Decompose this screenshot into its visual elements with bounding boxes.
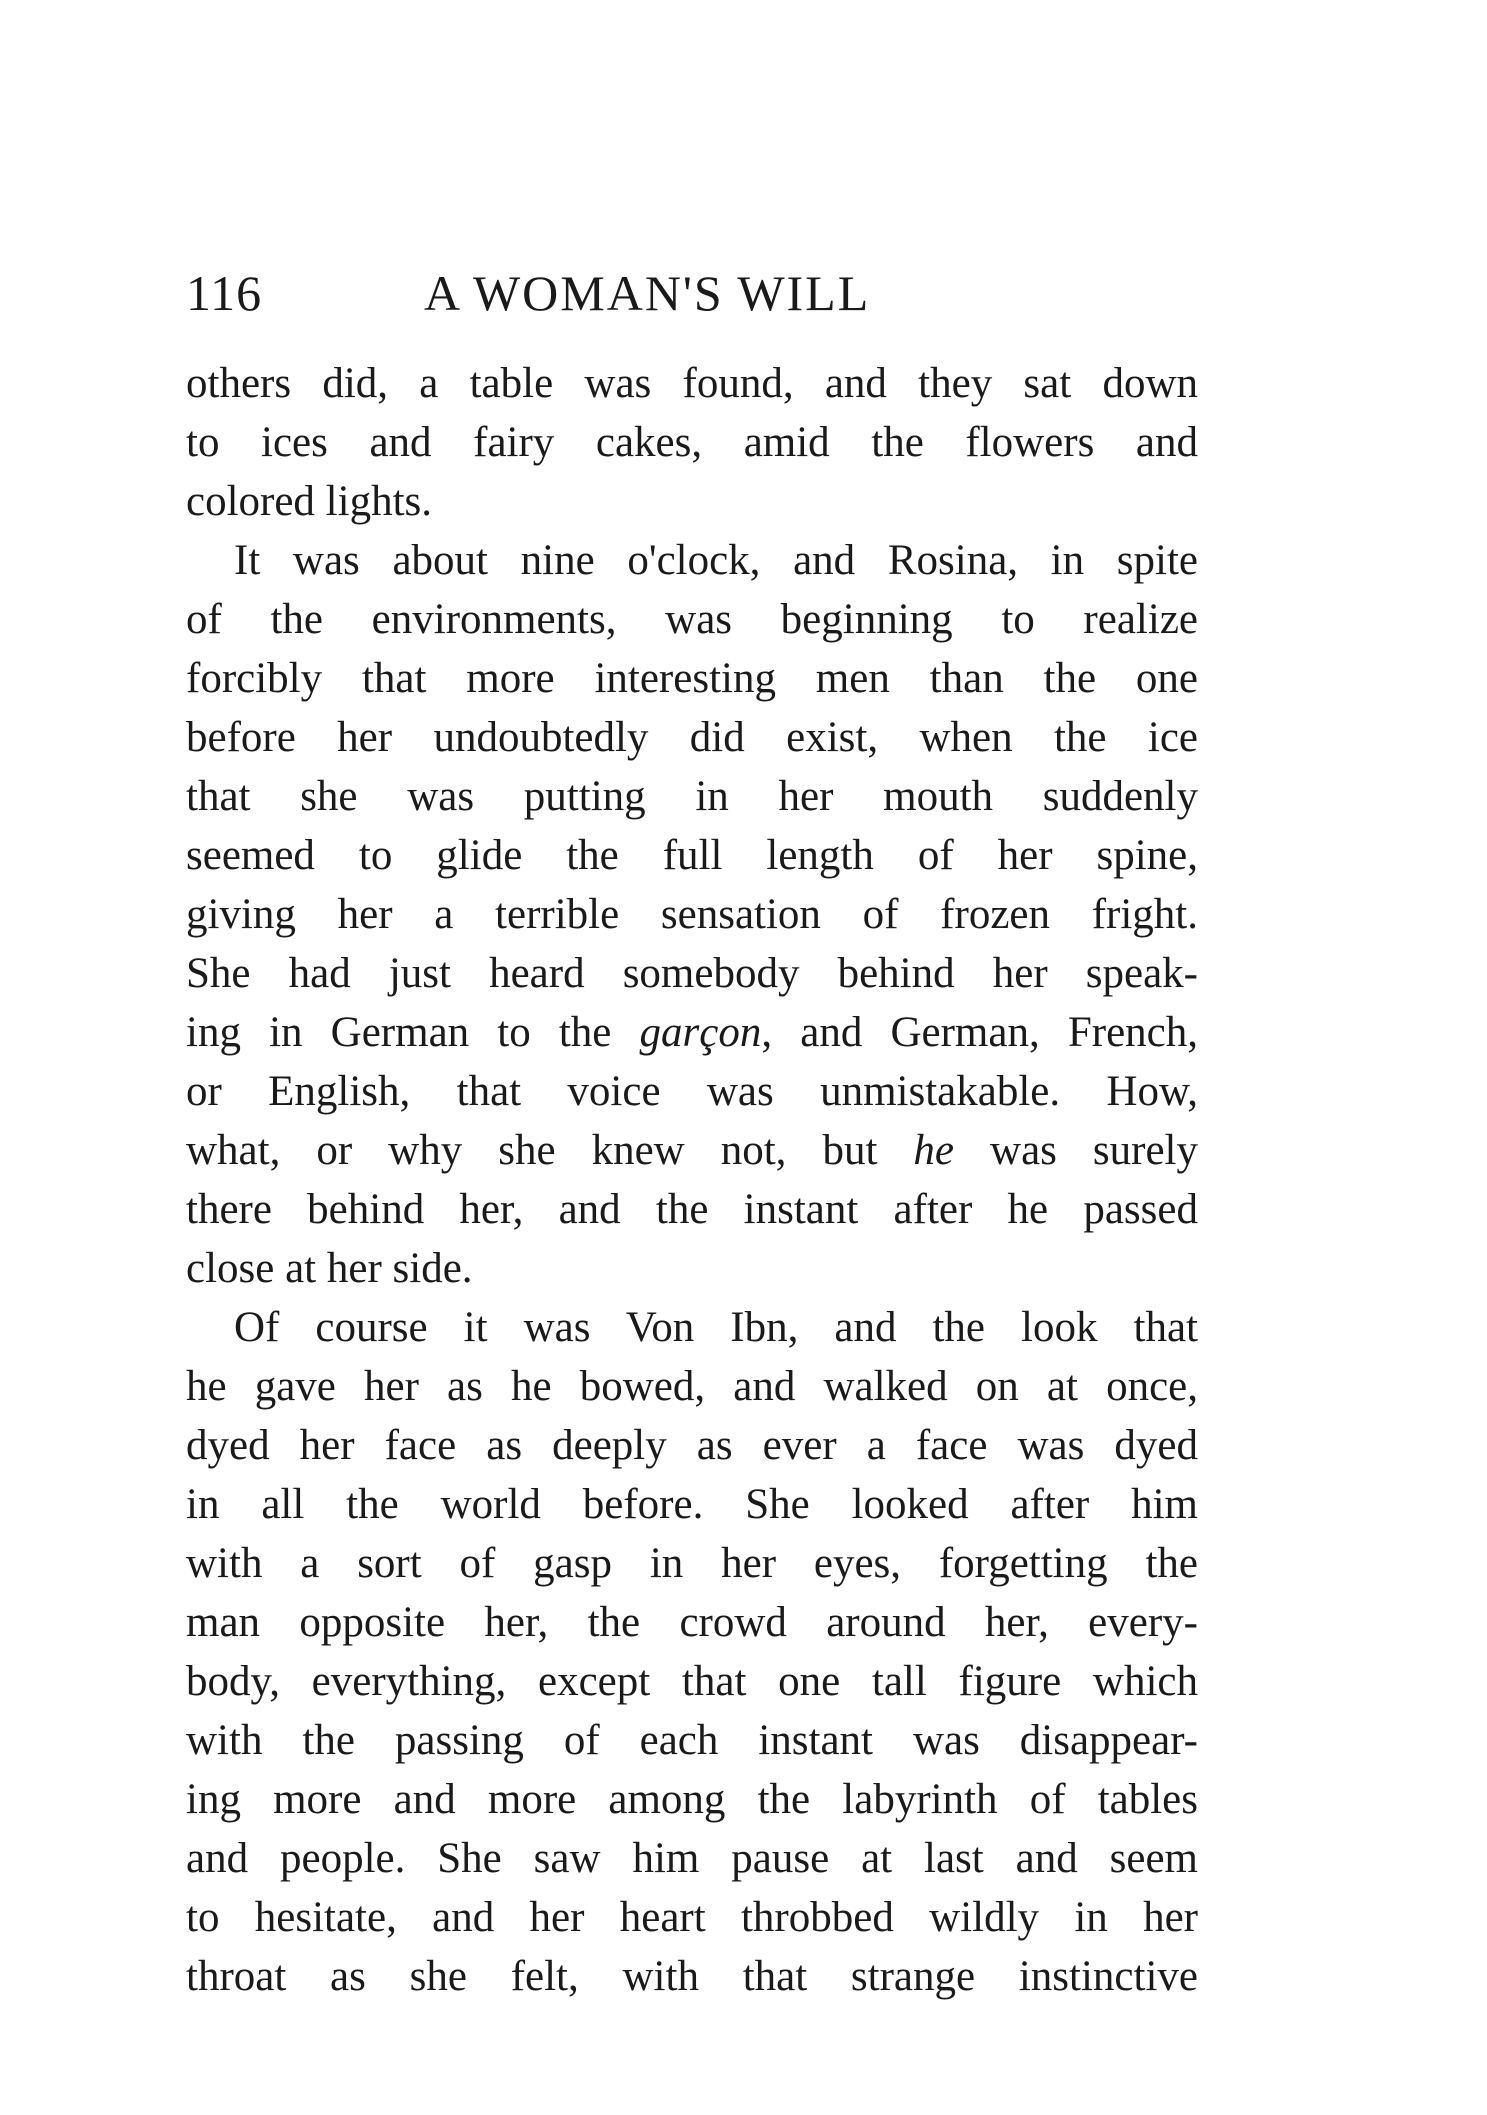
text-line: forcibly that more interesting men than the one xyxy=(186,655,1198,702)
text-line: Of course it was Von Ibn, and the look that xyxy=(234,1304,1198,1351)
text-line: others did, a table was found, and they sat down xyxy=(186,360,1198,407)
body-text xyxy=(186,354,1198,2006)
text-segment: ing in German to the xyxy=(186,1009,640,1056)
text-line: and people. She saw him pause at last and seem xyxy=(186,1835,1198,1882)
text-line: It was about nine o'clock, and Rosina, in spite xyxy=(234,537,1198,584)
text-line: She had just heard somebody behind her speak- xyxy=(186,950,1198,997)
text-line: dyed her face as deeply as ever a face was dyed xyxy=(186,1422,1198,1469)
text-line: of the environments, was beginning to realize xyxy=(186,596,1198,643)
text-line: body, everything, except that one tall figure which xyxy=(186,1658,1198,1705)
text-segment: , and German, French, xyxy=(761,1009,1198,1056)
text-segment: was surely xyxy=(954,1127,1199,1174)
text-line: ing more and more among the labyrinth of tables xyxy=(186,1776,1198,1823)
text-line: there behind her, and the instant after he passed xyxy=(186,1186,1198,1233)
text-line xyxy=(186,1003,1198,1062)
text-line: with the passing of each instant was disappear- xyxy=(186,1717,1198,1764)
text-line: in all the world before. She looked after him xyxy=(186,1481,1198,1528)
page-number: 116 xyxy=(186,265,263,321)
text-line xyxy=(186,1121,1198,1180)
text-line: close at her side. xyxy=(186,1245,473,1292)
page-header xyxy=(186,258,1196,328)
text-line: with a sort of gasp in her eyes, forgetting the xyxy=(186,1540,1198,1587)
text-line: to ices and fairy cakes, amid the flowers and xyxy=(186,419,1198,466)
italic-word: he xyxy=(913,1127,955,1174)
text-line: giving her a terrible sensation of frozen fright. xyxy=(186,891,1198,938)
text-line: seemed to glide the full length of her spine, xyxy=(186,832,1198,879)
text-segment: what, or why she knew not, but xyxy=(186,1127,914,1174)
text-line: he gave her as he bowed, and walked on at once, xyxy=(186,1363,1198,1410)
text-line: throat as she felt, with that strange instinctive xyxy=(186,1953,1198,2000)
text-line: colored lights. xyxy=(186,478,433,525)
text-line: that she was putting in her mouth suddenly xyxy=(186,773,1198,820)
text-line: or English, that voice was unmistakable. How, xyxy=(186,1068,1198,1115)
text-line: man opposite her, the crowd around her, every- xyxy=(186,1599,1198,1646)
italic-word: garçon xyxy=(639,1009,762,1056)
running-title: A WOMAN'S WILL xyxy=(424,265,871,321)
text-line: before her undoubtedly did exist, when the ice xyxy=(186,714,1198,761)
text-line: to hesitate, and her heart throbbed wildly in her xyxy=(186,1894,1198,1941)
